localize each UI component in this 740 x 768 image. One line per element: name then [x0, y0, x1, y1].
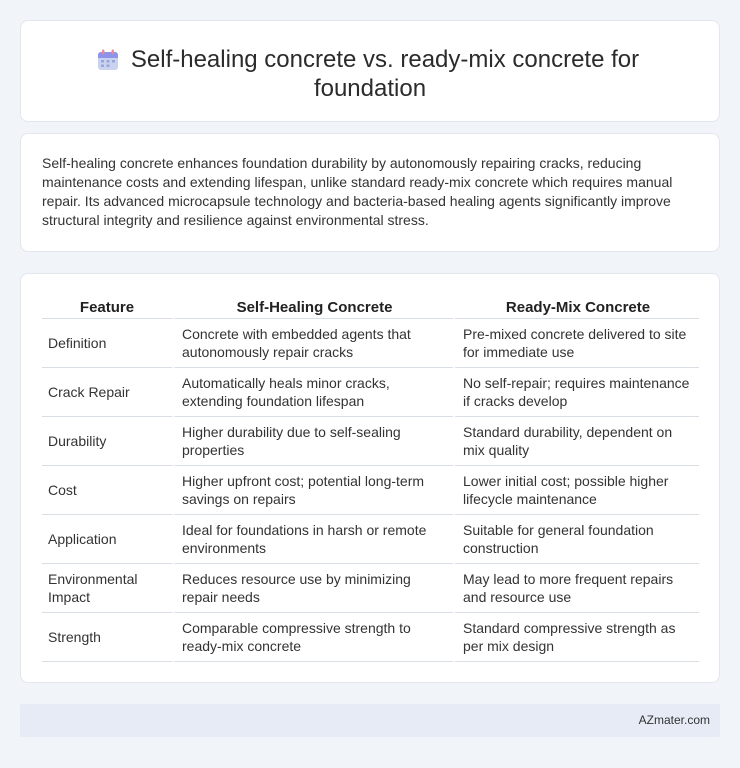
table-row — [42, 613, 699, 662]
row-feature: Crack Repair — [42, 368, 172, 417]
comparison-card — [20, 273, 720, 683]
row-feature: Strength — [42, 613, 172, 662]
footer-site-link[interactable]: AZmater.com — [638, 713, 710, 727]
row-ready-mix: Suitable for general foundation construction — [453, 515, 699, 564]
row-ready-mix: May lead to more frequent repairs and resource use — [453, 564, 699, 613]
table-row — [42, 368, 699, 417]
table-header-row — [42, 294, 699, 319]
table-row — [42, 417, 699, 466]
row-self-healing: Reduces resource use by minimizing repair needs — [172, 564, 453, 613]
header-feature: Feature — [42, 294, 172, 319]
table-row — [42, 466, 699, 515]
row-self-healing: Automatically heals minor cracks, extending foundation lifespan — [172, 368, 453, 417]
row-feature: Cost — [42, 466, 172, 515]
footer-bar — [20, 704, 720, 737]
table-row — [42, 515, 699, 564]
summary-text: Self-healing concrete enhances foundation durability by autonomously repairing cracks, reducing maintenance costs and extending lifespan, unlike standard ready-mix concrete which requires manual repair. Its advanced microcapsule technology and bacteria-based healing agents significantly improve structural integrity and resilience against environmental stress. — [42, 155, 673, 228]
row-ready-mix: Standard compressive strength as per mix design — [453, 613, 699, 662]
row-self-healing: Comparable compressive strength to ready-mix concrete — [172, 613, 453, 662]
title-card — [20, 20, 720, 122]
table-row — [42, 319, 699, 368]
table-row — [42, 564, 699, 613]
row-self-healing: Higher durability due to self-sealing properties — [172, 417, 453, 466]
page-title — [21, 45, 719, 103]
page-title-line-2: foundation — [313, 75, 427, 102]
row-ready-mix: No self-repair; requires maintenance if cracks develop — [453, 368, 699, 417]
row-ready-mix: Lower initial cost; possible higher lifecycle maintenance — [453, 466, 699, 515]
row-ready-mix: Standard durability, dependent on mix quality — [453, 417, 699, 466]
row-self-healing: Concrete with embedded agents that autonomously repair cracks — [172, 319, 453, 368]
row-feature: Application — [42, 515, 172, 564]
row-self-healing: Higher upfront cost; potential long-term savings on repairs — [172, 466, 453, 515]
row-ready-mix: Pre-mixed concrete delivered to site for immediate use — [453, 319, 699, 368]
row-self-healing: Ideal for foundations in harsh or remote environments — [172, 515, 453, 564]
row-feature: Durability — [42, 417, 172, 466]
header-ready-mix: Ready-Mix Concrete — [453, 294, 699, 319]
header-self-healing: Self-Healing Concrete — [172, 294, 453, 319]
page-title-line-1: Self-healing concrete vs. ready-mix concrete for — [130, 46, 640, 73]
comparison-table — [42, 294, 699, 662]
row-feature: Definition — [42, 319, 172, 368]
summary-card — [20, 133, 720, 252]
row-feature: Environmental Impact — [42, 564, 172, 613]
